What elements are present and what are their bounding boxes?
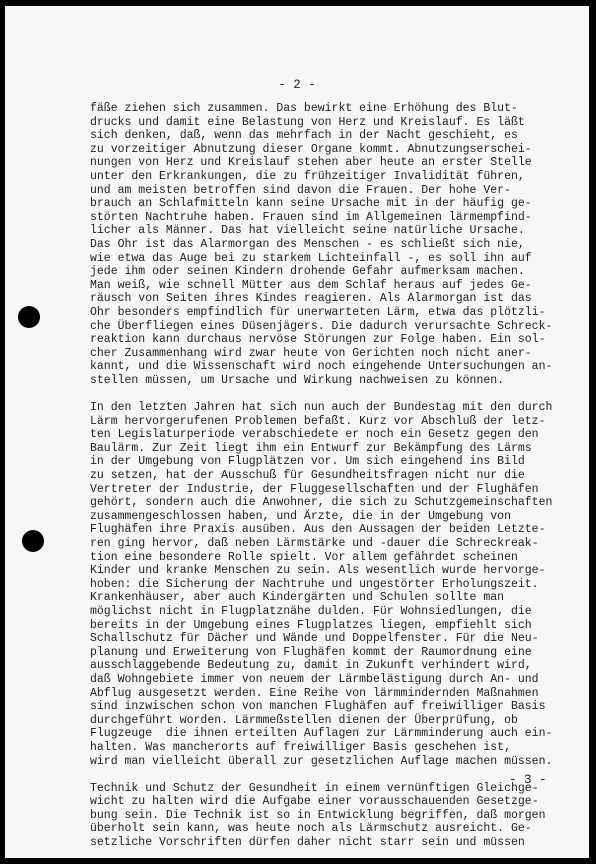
- text-line: Das Ohr ist das Alarmorgan des Menschen - es schließt sich nie,: [90, 237, 525, 251]
- text-line: nungen von Herz und Kreislauf stehen aber heute an erster Stelle: [90, 156, 532, 170]
- text-line: che Überfliegen eines Düsenjägers. Die dadurch verursachte Schreck-: [90, 319, 553, 333]
- text-line: zu setzen, hat der Ausschuß für Gesundheitsfragen nicht nur die: [90, 469, 525, 483]
- text-line: hoben: die Sicherung der Nachtruhe und ungestörter Erholungszeit.: [90, 577, 539, 591]
- text-line: licher als Männer. Das hat vielleicht seine natürliche Ursache.: [90, 224, 525, 238]
- text-line: sind inzwischen schon von manchen Flughäfen auf freiwilliger Basis: [90, 700, 546, 714]
- text-line: und am meisten betroffen sind davon die Frauen. Der hohe Ver-: [90, 183, 511, 197]
- text-line: Vertreter der Industrie, der Fluggesellschaften und der Flughäfen: [90, 482, 539, 496]
- text-line: unter den Erkrankungen, die zu frühzeitiger Invalidität führen,: [90, 169, 525, 183]
- text-line: fäße ziehen sich zusammen. Das bewirkt eine Erhöhung des Blut-: [90, 102, 518, 115]
- text-line: ausschlaggebende Bedeutung zu, damit in Zukunft verhindert wird,: [90, 659, 532, 673]
- text-line: jede ihm oder seinen Kindern drohende Gefahr aufmerksam machen.: [90, 265, 525, 279]
- text-line: planung und Erweiterung von Flughäfen kommt der Raumordnung eine: [90, 645, 532, 659]
- text-line: störten Nachtruhe haben. Frauen sind im Allgemeinen lärmempfind-: [90, 210, 532, 224]
- text-line: Technik und Schutz der Gesundheit in einem vernünftigen Gleichge-: [90, 781, 539, 795]
- text-line: bereits in der Umgebung eines Flugplatzes liegen, empfiehlt sich: [90, 618, 532, 632]
- text-line: kannt, und die Wissenschaft wird noch eingehende Untersuchungen an-: [90, 360, 553, 374]
- text-line: Flugzeuge die ihnen erteilten Auflagen zur Lärmminderung auch ein-: [90, 727, 553, 741]
- text-line: Ohr besonders empfindlich für unerwarteten Lärm, etwa das plötzli-: [90, 305, 546, 319]
- text-line: Abflug ausgesetzt werden. Eine Reihe von lärmmindernden Maßnahmen: [90, 686, 539, 700]
- text-line: wie etwa das Auge bei zu starkem Lichteinfall -, es soll ihn auf: [90, 251, 532, 265]
- text-line: wird man vielleicht überall zur gesetzlichen Auflage machen müssen.: [90, 754, 553, 768]
- text-line: ren ging hervor, daß neben Lärmstärke und -dauer die Schreckreak-: [90, 537, 539, 550]
- text-line: zusammengeschlossen haben, und Ärzte, die in der Umgebung von: [90, 509, 511, 523]
- text-line: reaktion kann durchaus nervöse Störungen zur Folge haben. Ein sol-: [90, 333, 546, 347]
- text-line: überholt sein kann, was heute noch als Lärmschutz ausreicht. Ge-: [90, 822, 532, 836]
- text-line: Schallschutz für Dächer und Wände und Doppelfenster. Für die Neu-: [90, 632, 539, 646]
- text-line: bung sein. Die Technik ist so in Entwicklung begriffen, daß morgen: [90, 808, 546, 822]
- paragraph: [90, 401, 560, 768]
- text-line: Kinder und kranke Menschen zu sein. Als wesentlich wurde hervorge-: [90, 564, 546, 578]
- text-line: halten. Was mancherorts auf freiwilliger Basis geschehen ist,: [90, 740, 511, 754]
- punch-hole: [22, 530, 44, 552]
- punch-hole: [18, 306, 40, 328]
- text-line: tion eine besondere Rolle spielt. Vor allem gefährdet scheinen: [90, 550, 518, 564]
- body-text: [90, 102, 560, 858]
- text-line: gehört, sondern auch die Anwohner, die sich zu Schutzgemeinschaften: [90, 496, 553, 510]
- text-line: In den letzten Jahren hat sich nun auch der Bundestag mit den durch: [90, 401, 553, 415]
- text-line: brauch an Schlafmitteln kann seine Ursache mit in der häufig ge-: [90, 197, 532, 211]
- paragraph: [90, 102, 560, 387]
- text-line: Man weiß, wie schnell Mütter aus dem Schlaf heraus auf jedes Ge-: [90, 278, 532, 292]
- text-line: stellen müssen, um Ursache und Wirkung nachweisen zu können.: [90, 373, 505, 387]
- text-line: Lärm hervorgerufenen Problemen befaßt. Kurz vor Abschluß der letz-: [90, 414, 546, 428]
- text-line: daß Wohngebiete immer von neuem der Lärmbelästigung durch An- und: [90, 672, 539, 686]
- text-line: Flughäfen ihre Praxis ausüben. Aus den Aussagen der beiden Letzte-: [90, 523, 546, 537]
- page-number-bottom: - 3 -: [509, 773, 547, 787]
- text-line: möglichst nicht in Flugplatznähe dulden. Für Wohnsiedlungen, die: [90, 604, 532, 618]
- text-line: ten Legislaturperiode verabschiedete er noch ein Gesetz gegen den: [90, 428, 539, 442]
- text-line: cher Zusammenhang wird zwar heute von Gerichten noch nicht aner-: [90, 346, 532, 360]
- text-line: räusch von Seiten ihres Kindes reagieren. Als Alarmorgan ist das: [90, 292, 532, 306]
- text-line: wicht zu halten wird die Aufgabe einer vorausschauenden Gesetzge-: [90, 795, 539, 809]
- text-line: durchgeführt worden. Lärmmeßstellen dienen der Überprüfung, ob: [90, 713, 518, 727]
- text-line: Krankenhäuser, aber auch Kindergärten und Schulen sollte man: [90, 591, 505, 605]
- page-number-top: - 2 -: [278, 78, 316, 92]
- paragraph: [90, 782, 560, 850]
- text-line: Baulärm. Zur Zeit liegt ihm ein Entwurf zur Bekämpfung des Lärms: [90, 441, 532, 455]
- text-line: zu vorzeitiger Abnutzung dieser Organe kommt. Abnutzungserschei-: [90, 142, 532, 156]
- text-line: sich denken, daß, wenn das mehrfach in der Nacht geschieht, es: [90, 129, 518, 143]
- text-line: drucks und damit eine Belastung von Herz und Kreislauf. Es läßt: [90, 115, 525, 129]
- document-page: [5, 6, 589, 858]
- text-line: setzliche Vorschriften dürfen daher nicht starr sein und müssen: [90, 836, 525, 850]
- text-line: in der Umgebung von Flugplätzen vor. Um sich eingehend ins Bild: [90, 455, 525, 469]
